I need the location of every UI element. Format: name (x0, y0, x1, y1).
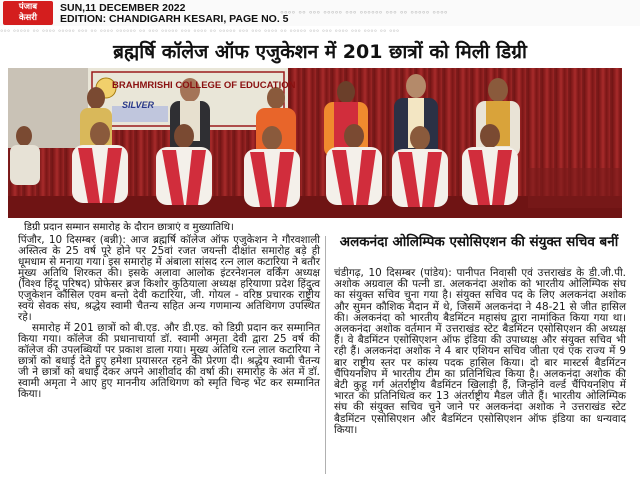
side-story-headline: अलकनंदा ओलिम्पिक एसोसिएशन की संयुक्त सचिव बनीं (339, 234, 619, 250)
edition-strip (0, 0, 640, 26)
photo-banner-text: BRAHMRISHI COLLEGE OF EDUCATION (112, 80, 296, 91)
edition-date: SUN,11 DECEMBER 2022 (60, 2, 186, 14)
main-story-paragraph-1: पिंजौर, 10 दिसम्बर (बन्नी): आज ब्रह्मर्षि कॉलेज ऑफ एजुकेशन ने गौरवशाली अस्तित्व के 25 वर्ष पूरे होने पर 25वां रजत जयन्ती दीक्षांत समारोह बड़े ही धूमधाम से मनाया गया। इस समारोह में अंबाला सांसद रत्न लाल कटारिया ने बतौर मुख्य अतिथि शिरकत की। इसके अलावा आलोक इंटरनेशनल वर्किंग अध्यक्ष (विश्व हिंदू परिषद) प्रोफेसर ब्रज किशोर कुठियाला अध्यक्ष हरियाणा प्रदेश हिंदुत्व एजुकेशन कौंसिल एवम बन्तो देवी कटारिया, जी. गोयल - वरिष्ठ प्रचारक राष्ट्रीय स्वयं सेवक संघ, श्रद्धेय स्वामी चैतन्य सहित अन्य गणमान्य अतिथिगण उपस्थित रहे। (18, 234, 320, 323)
bleed-through-text: ॰॰॰॰ ॰॰ ॰॰॰ ॰॰॰॰॰ ॰॰॰ ॰॰॰॰॰॰ ॰॰॰ ॰॰ ॰॰॰॰॰ ॰॰॰॰ (280, 9, 448, 19)
column-divider (325, 236, 326, 474)
logo-line-2: केसरी (19, 13, 37, 23)
convocation-photo (8, 68, 622, 218)
main-story-paragraph-2: समारोह में 201 छात्रों को बी.एड. और डी.एड. को डिग्री प्रदान कर सम्मानित किया गया। कॉलेज की प्रधानाचार्या डॉ. स्वामी अमृता देवी द्वारा 25 वर्ष की कॉलेज की उपलब्धियों पर प्रकाश डाला गया। मुख्य अतिथि रत्न लाल कटारिया ने छात्रों को बधाई देते हुए हमेशा प्रयासरत रहने की प्रेरणा दी। श्रद्धेय स्वामी चैतन्य जी ने छात्रों को बधाई देकर अपने आशीर्वाद की वर्षा की। समारोह के अंत में डॉ. स्वामी अमृता ने आए हुए माननीय अतिथिगण को स्मृति चिन्ह भेंट कर सम्मानित किया। (18, 322, 320, 400)
edition-name: EDITION: CHANDIGARH KESARI, PAGE NO. 5 (60, 13, 289, 25)
photo-silver-text: SILVER (122, 100, 155, 110)
main-story-body (18, 235, 320, 400)
photo-caption: डिग्री प्रदान सम्मान समारोह के दौरान छात्राएं व मुख्यातिथि। (24, 222, 234, 233)
logo-line-1: पंजाब (18, 2, 38, 12)
side-story-body: चंडीगढ़, 10 दिसम्बर (पांडेय): पानीपत निवासी एवं उत्तराखंड के डी.जी.पी. अशोक अग्रवाल की पत्नी डा. अलकनंदा अशोक को भारतीय ओलिम्पिक संघ का संयुक्त सचिव चुना गया है। संयुक्त सचिव पद के लिए अलकनंदा अशोक और सुमन कौशिक मैदान में थे, जिसमें अलकनंदा ने 48-21 से जीत हासिल की। अलकनंदा को भारतीय बैडमिंटन महासंघ द्वारा नामांकित किया गया था। अलकनंदा अशोक वर्तमान में उत्तराखंड स्टेट बैडमिंटन एसोसिएशन की अध्यक्ष हैं। वे बैडमिंटन एसोसिएशन ऑफ इंडिया की उपाध्यक्ष और संयुक्त सचिव भी रही हैं। अलकनंदा अशोक ने 4 बार एशियन सचिव जीता एवं एक राज्य में 9 बार राष्ट्रीय स्तर पर कांस्य पदक हासिल किया। दो बार मास्टर्स बैडमिंटन चैंपियनशिप में भारतीय टीम का प्रतिनिधित्व किया है। अलकनंदा अशोक की बेटी कुहू गर्ग अंतर्राष्ट्रीय बैडमिंटन खिलाड़ी हैं, जिन्होंने वर्ल्ड चैंपियनशिप में भारत का प्रतिनिधित्व कर 13 अंतर्राष्ट्रीय मैडल जीते हैं। भारतीय ओलिम्पिक संघ की संयुक्त सचिव चुने जाने पर अलकनंदा अशोक ने उत्तराखंड स्टेट बैडमिंटन एसोसिएशन और बैडमिंटन एसोसिएशन ऑफ इंडिया का धन्यवाद किया। (334, 267, 626, 436)
photo-illustration (8, 68, 622, 218)
bleed-through-band: ॰॰॰ ॰॰॰॰॰ ॰॰ ॰॰॰॰ ॰॰॰॰॰ ॰॰॰ ॰॰ ॰॰॰॰ ॰॰॰॰॰॰ ॰॰ ॰॰॰ ॰॰॰॰॰ ॰॰॰ ॰॰॰॰ ॰॰ ॰॰॰॰॰ ॰॰॰ ॰॰॰ ॰॰॰॰ ॰॰ ॰॰॰॰॰ ॰॰॰ ॰॰॰ ॰॰॰॰ ॰॰॰ ॰॰॰॰ ॰॰ ॰॰॰ (0, 27, 400, 36)
main-headline: ब्रह्मर्षि कॉलेज ऑफ एजुकेशन में 201 छात्रों को मिली डिग्री (113, 41, 527, 63)
newspaper-logo (3, 1, 53, 25)
